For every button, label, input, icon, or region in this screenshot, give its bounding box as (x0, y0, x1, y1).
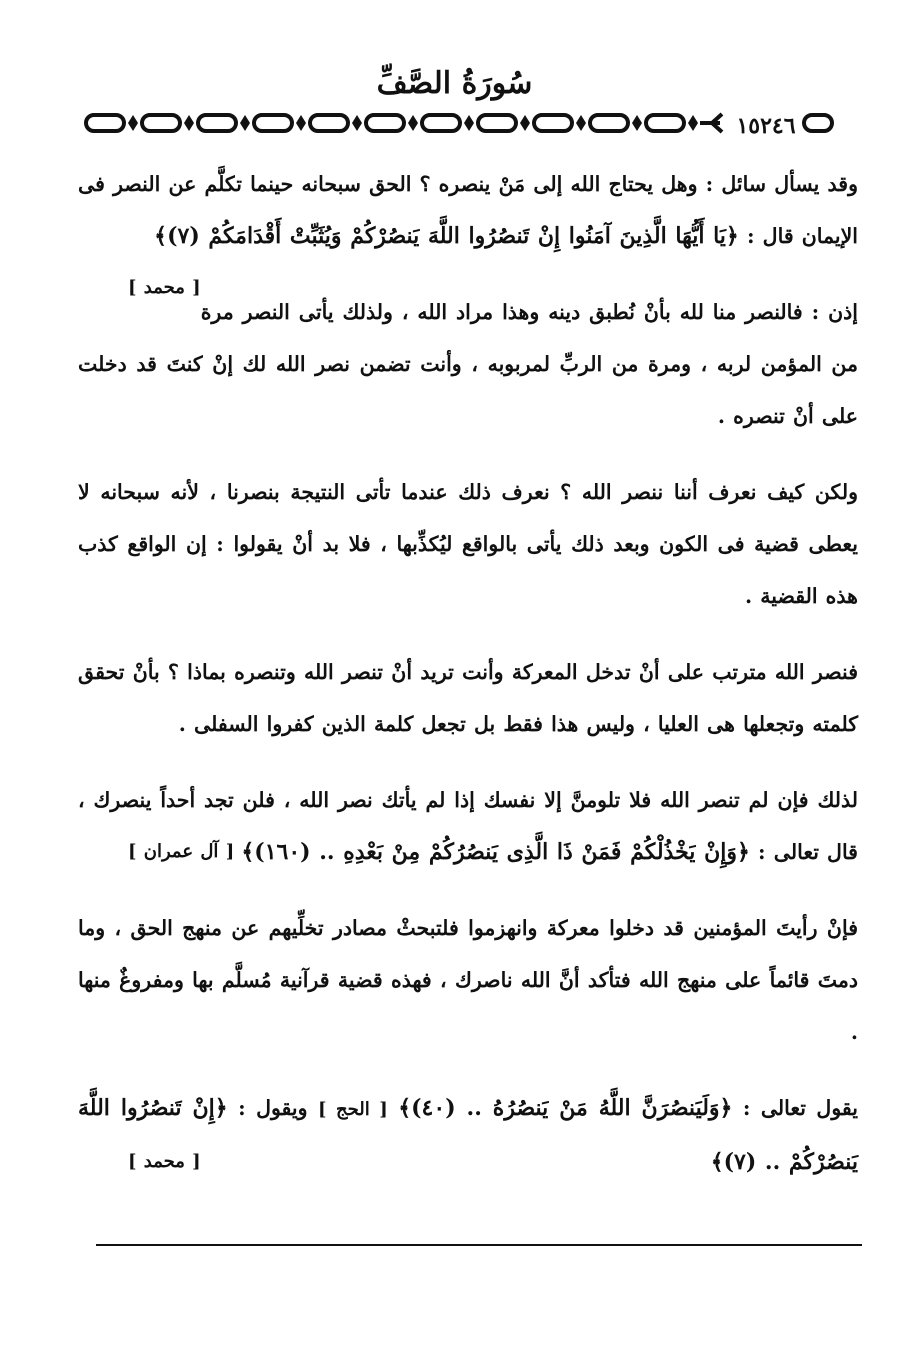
paragraph-7 (78, 1082, 858, 1188)
surah-citation-3: [ الحج ] (317, 1099, 388, 1120)
paragraph-5 (78, 774, 858, 878)
paragraph-7-intro: يقول تعالى : (742, 1096, 858, 1120)
body-text (78, 158, 858, 1212)
chain-ornament (82, 110, 722, 136)
paragraph-1-intro: وقد يسأل سائل : وهل يحتاج الله إلى مَنْ ينصره ؟ الحق سبحانه حينما تكلَّم عن النصر فى الإيمان قال : (78, 172, 858, 248)
surah-citation-4: [ محمد ] (128, 1151, 201, 1172)
page-number: ١٥٢٤٦ (736, 113, 796, 139)
paragraph-6: فإنْ رأيتَ المؤمنين قد دخلوا معركة وانهزموا فلتبحثْ مصادر تخلِّيهم عن منهج الحق ، وما دمتَ قائماً على منهج الله فتأكد أنَّ الله ناصرك ، فهذه قضية قرآنية مُسلَّم بها ومفروغٌ منها . (78, 916, 858, 1044)
paragraph-2: إذن : فالنصر منا لله بأنْ نُطبق دينه وهذا مراد الله ، ولذلك يأتى النصر مرة من المؤمن لربه ، ومرة من الربِّ لمربوبه ، وأنت تضمن نصر الله لك إنْ كنتَ قد دخلت على أنْ تنصره . (78, 300, 858, 428)
quran-verse-4: ﴿إِنْ تَنصُرُوا اللَّهَ يَنصُرْكُمْ .. (٧)﴾ (78, 1095, 858, 1175)
quran-verse-3: ﴿وَلَيَنصُرَنَّ اللَّهُ مَنْ يَنصُرُهُ .. (٤٠)﴾ (398, 1095, 733, 1121)
paragraph-1 (78, 158, 858, 298)
page-number-frame (708, 110, 834, 136)
quran-verse-1: ﴿يَا أَيُّهَا الَّذِينَ آمَنُوا إِنْ تَنصُرُوا اللَّهَ يَنصُرْكُمْ وَيُثَبِّتْ أَقْدَامَكُمْ (٧)﴾ (154, 223, 739, 249)
paragraph-4: فنصر الله مترتب على أنْ تدخل المعركة وأنت تريد أنْ تنصر الله وتنصره بماذا ؟ بأنْ تحقق كلمته وتجعلها هى العليا ، وليس هذا فقط بل تجعل كلمة الذين كفروا السفلى . (78, 660, 858, 736)
paragraph-5-intro: لذلك فإن لم تنصر الله فلا تلومنَّ إلا نفسك إذا لم يأتك نصر الله ، فلن تجد أحداً ينصرك ، قال تعالى : (78, 788, 858, 864)
footer-rule (96, 1244, 862, 1246)
quran-verse-2: ﴿وَإِنْ يَخْذُلْكُمْ فَمَنْ ذَا الَّذِى يَنصُرُكُمْ مِنْ بَعْدِهِ .. (١٦٠)﴾ (241, 839, 750, 865)
paragraph-7-mid: ويقول : (238, 1096, 308, 1120)
paragraph-3: ولكن كيف نعرف أننا ننصر الله ؟ نعرف ذلك عندما تأتى النتيجة بنصرنا ، لأنه سبحانه لا يعطى قضية فى الكون وبعد ذلك يأتى بالواقع ليُكذِّبها ، فلا بد أنْ يقولوا : إن الواقع كذب هذه القضية . (78, 480, 858, 608)
surah-title: سُورَةُ الصَّفِّ (376, 66, 533, 101)
surah-citation-1: [ محمد ] (128, 277, 201, 298)
surah-citation-2: [ آل عمران ] (128, 841, 235, 862)
